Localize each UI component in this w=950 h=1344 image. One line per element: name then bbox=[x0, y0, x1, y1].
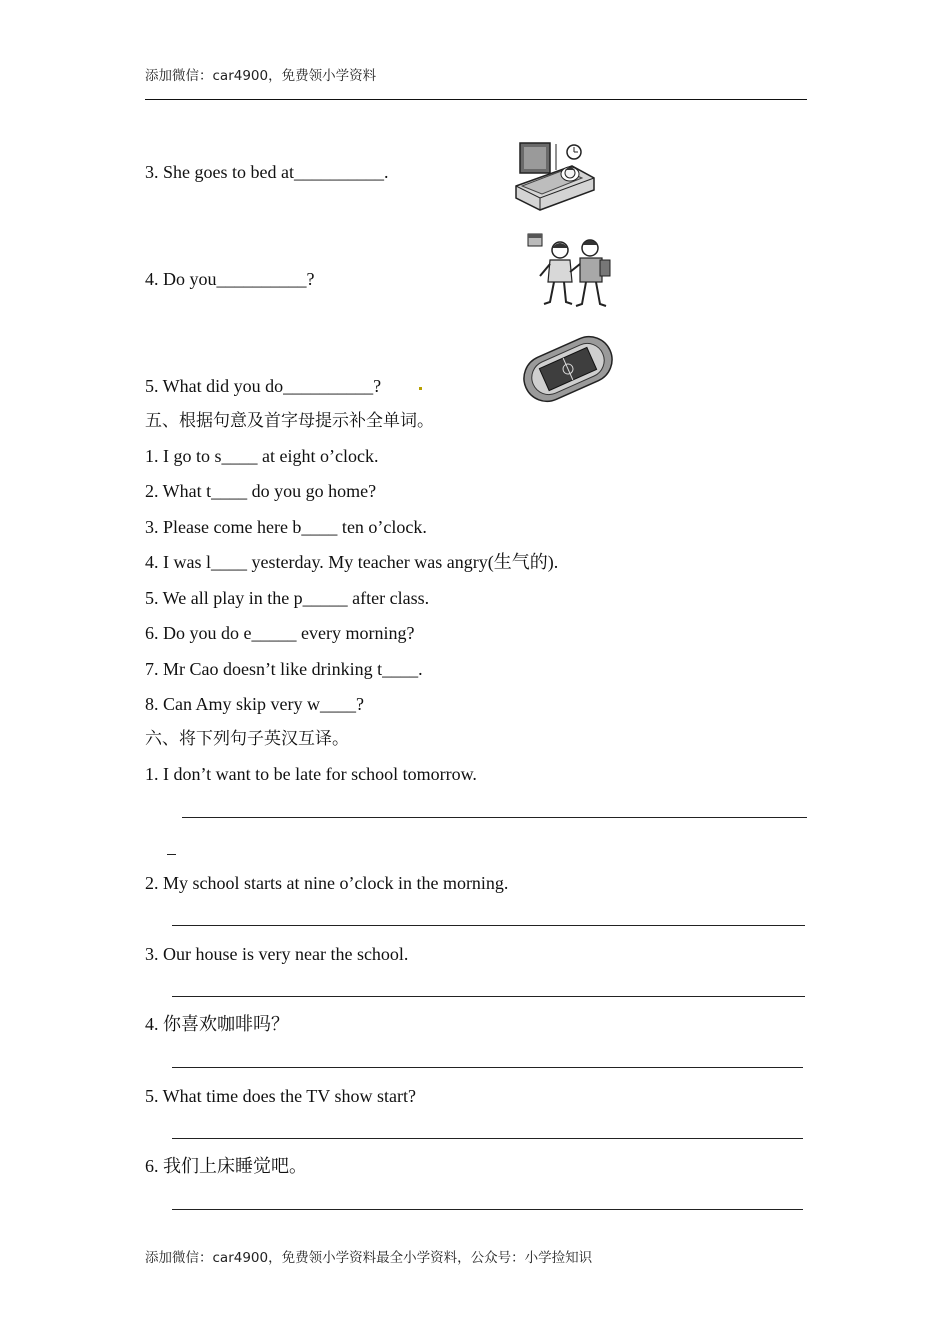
translate-item-4: 4. 你喜欢咖啡吗？ bbox=[145, 1014, 289, 1034]
fill-in-item-8: 8. Can Amy skip very w____? bbox=[145, 694, 364, 714]
stray-mark bbox=[419, 387, 422, 390]
children-picture bbox=[524, 232, 614, 312]
fill-in-item-6: 6. Do you do e_____ every morning? bbox=[145, 623, 415, 643]
picture-question-3: 3. She goes to bed at__________. bbox=[145, 162, 389, 182]
translate-item-5: 5. What time does the TV show start? bbox=[145, 1086, 416, 1106]
translate-item-6: 6. 我们上床睡觉吧。 bbox=[145, 1156, 307, 1176]
fill-in-item-2: 2. What t____ do you go home? bbox=[145, 481, 377, 501]
translate-item-1: 1. I don’t want to be late for school tomorrow. bbox=[145, 764, 477, 784]
header-rule bbox=[145, 99, 807, 100]
fill-in-item-1: 1. I go to s____ at eight o’clock. bbox=[145, 446, 379, 466]
fill-in-item-3: 3. Please come here b____ ten o’clock. bbox=[145, 517, 427, 537]
answer-line-4[interactable] bbox=[172, 1067, 803, 1068]
answer-line-5[interactable] bbox=[172, 1138, 803, 1139]
section-6-title: 六、将下列句子英汉互译。 bbox=[145, 729, 349, 749]
answer-line-1-overflow bbox=[167, 854, 176, 855]
page-header: 添加微信：car4900，免费领小学资料 bbox=[145, 68, 377, 84]
picture-question-5: 5. What did you do__________? bbox=[145, 376, 382, 396]
picture-question-4: 4. Do you__________? bbox=[145, 269, 315, 289]
section-5-title: 五、根据句意及首字母提示补全单词。 bbox=[145, 411, 434, 431]
translate-item-3: 3. Our house is very near the school. bbox=[145, 944, 409, 964]
fill-in-item-5: 5. We all play in the p_____ after class. bbox=[145, 588, 430, 608]
answer-line-2[interactable] bbox=[172, 925, 805, 926]
fill-in-item-4: 4. I was l____ yesterday. My teacher was angry(生气的). bbox=[145, 552, 559, 572]
fill-in-item-7: 7. Mr Cao doesn’t like drinking t____. bbox=[145, 659, 423, 679]
answer-line-1[interactable] bbox=[182, 817, 807, 818]
sports-field-picture bbox=[516, 330, 620, 408]
answer-line-6[interactable] bbox=[172, 1209, 803, 1210]
answer-line-3[interactable] bbox=[172, 996, 805, 997]
page-footer: 添加微信：car4900，免费领小学资料最全小学资料，公众号：小学捡知识 bbox=[145, 1250, 593, 1266]
translate-item-2: 2. My school starts at nine o’clock in the morning. bbox=[145, 873, 509, 893]
bed-picture bbox=[512, 140, 596, 214]
